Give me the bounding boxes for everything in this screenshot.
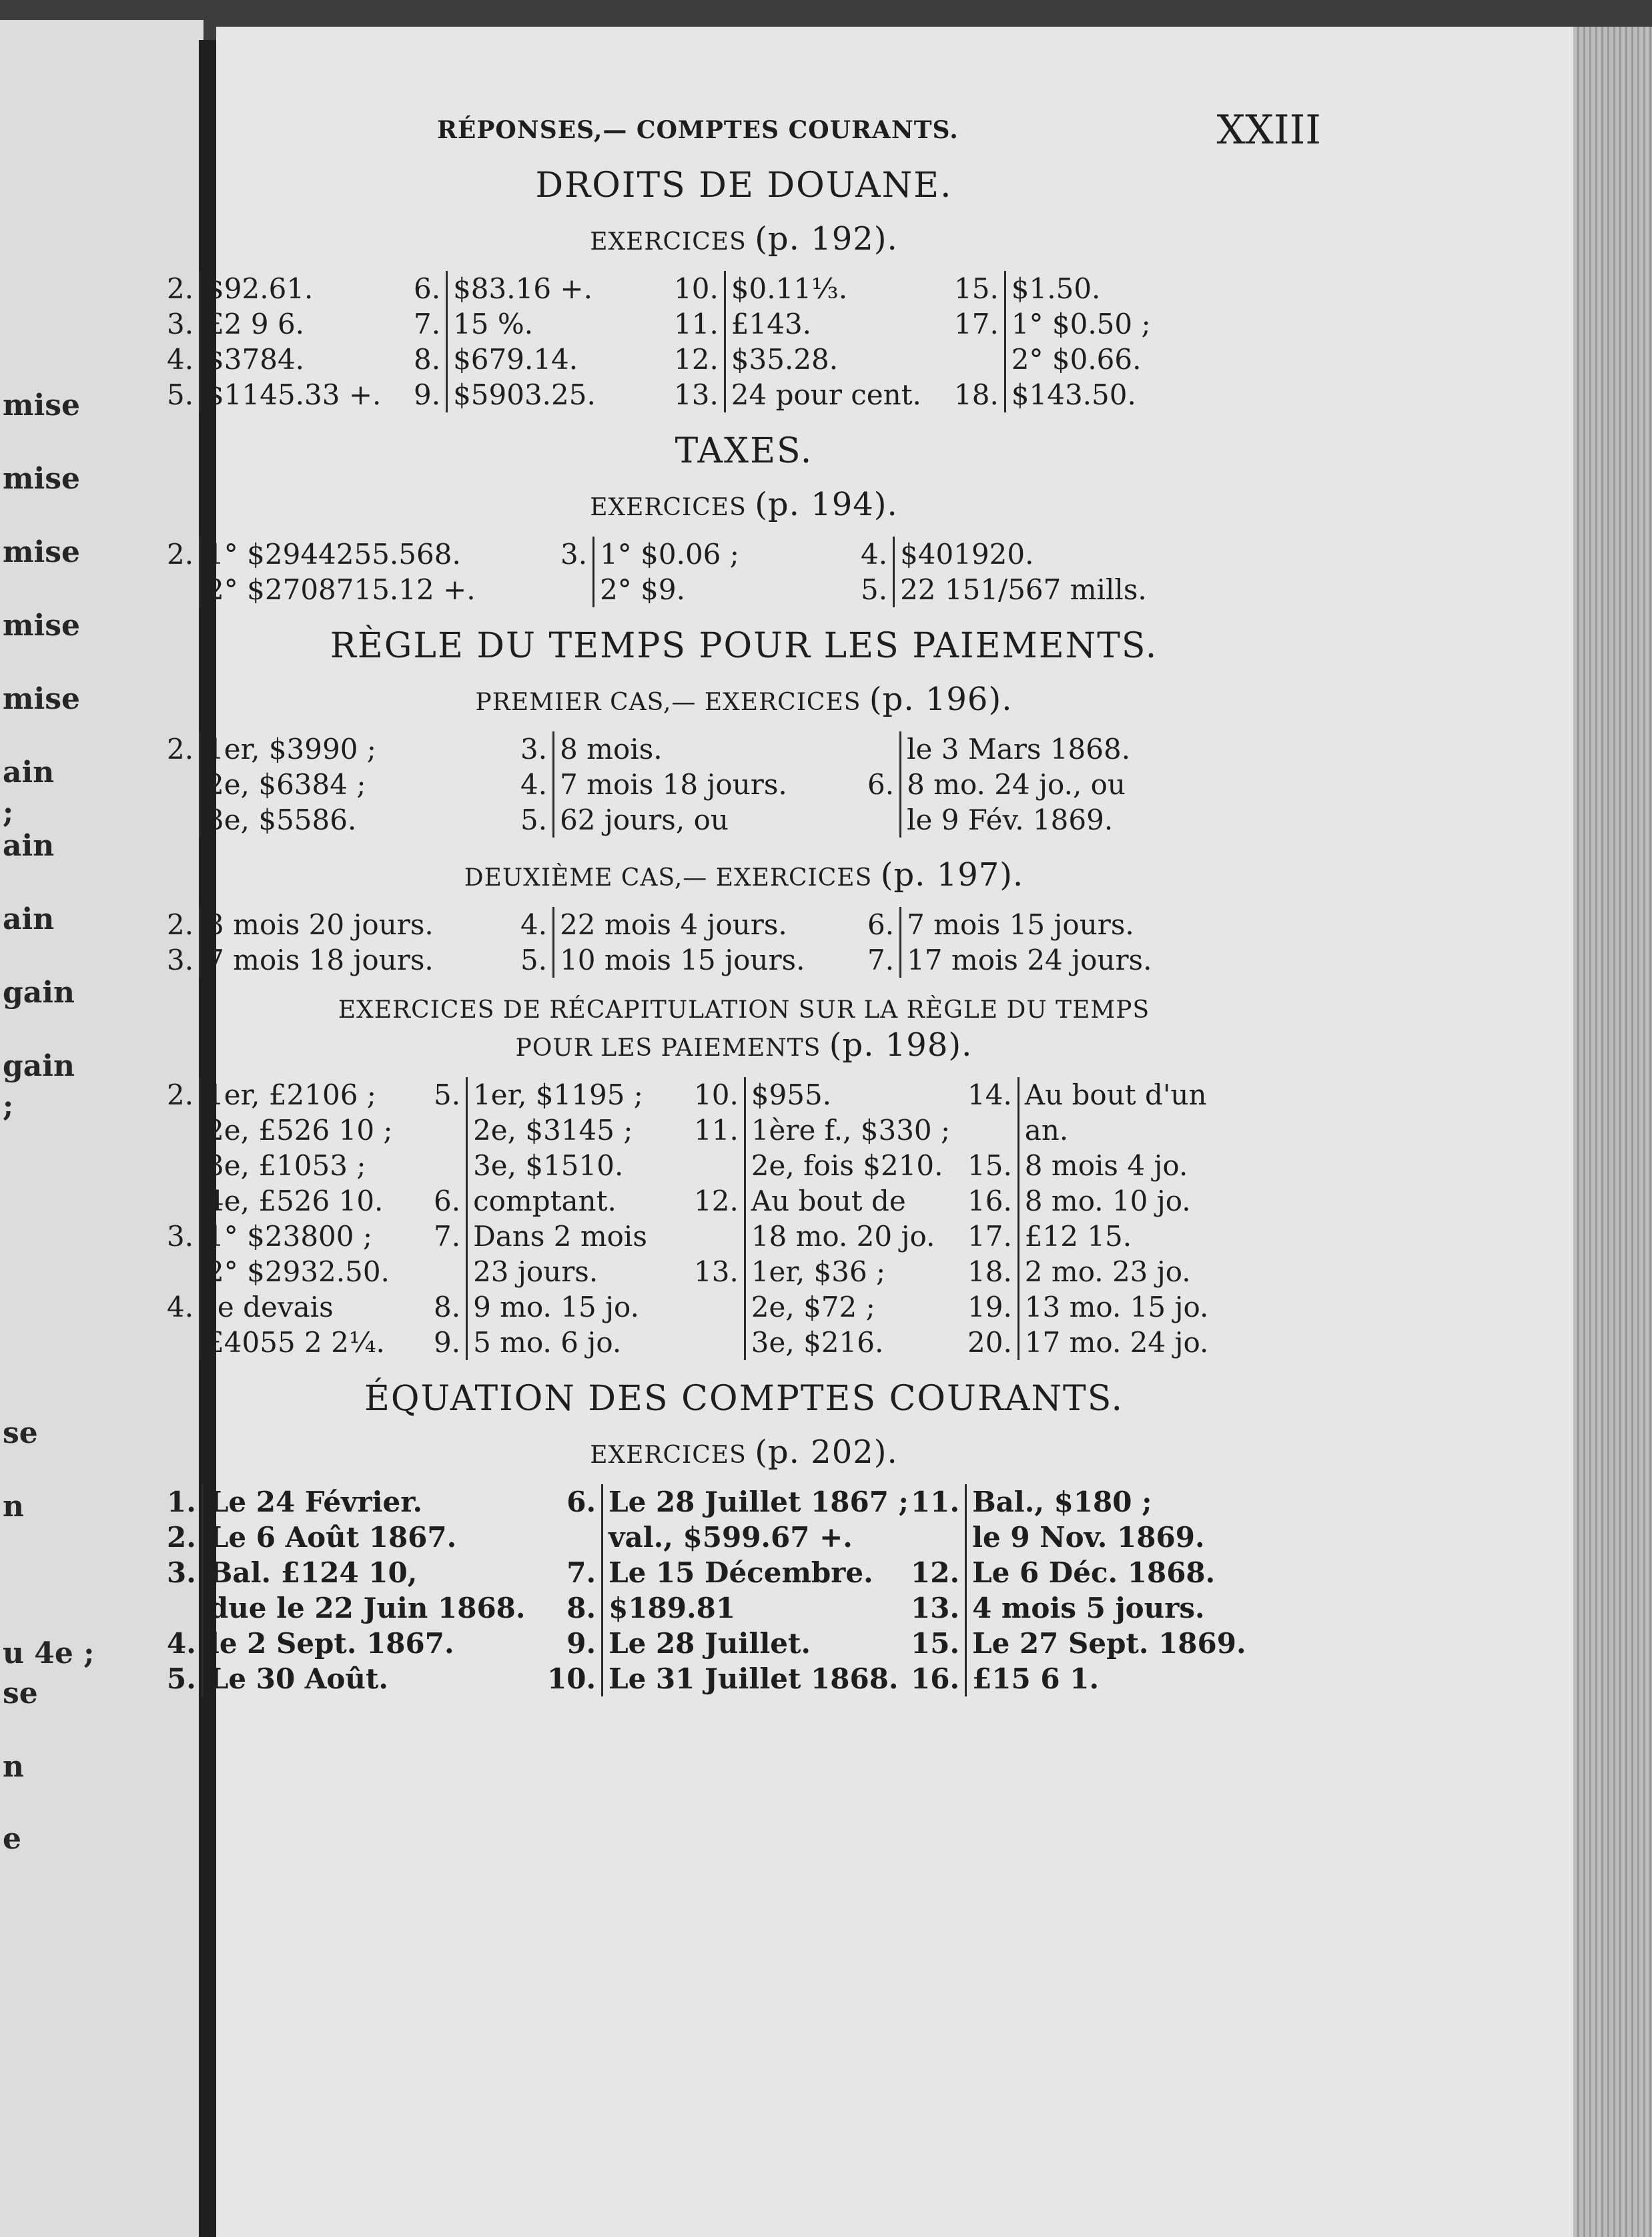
exercise-number: 7. (414, 308, 441, 340)
page-number: XXIII (1216, 107, 1321, 153)
exercise-number (694, 1325, 739, 1360)
exercise-number: 18. (954, 378, 999, 411)
exercise-number (167, 1183, 193, 1219)
answer-text: $92.61. (199, 271, 381, 306)
answer-text: 3e, £1053 ; (199, 1148, 392, 1183)
answer-column (520, 907, 867, 978)
exercise-number: 10. (694, 1078, 739, 1111)
left-fragment: u 4e ; (3, 1636, 95, 1670)
answer-column (167, 907, 520, 978)
page-ref: (p. 198). (829, 1026, 973, 1064)
exercise-number: 8. (414, 343, 441, 376)
answer-text: 23 jours. (466, 1254, 647, 1289)
answer-column (861, 537, 1181, 607)
answer-text: 24 pour cent. (724, 377, 921, 412)
answer-text: $83.16 +. (446, 271, 596, 306)
left-fragment: ain (3, 829, 55, 863)
exercise-number: 16. (911, 1662, 960, 1695)
answer-text: Bal. £124 10, (201, 1555, 526, 1590)
answer-text: 7 mois 15 jours. (899, 907, 1152, 942)
page-ref: (p. 192). (755, 220, 898, 258)
exercise-number: 8. (566, 1592, 596, 1624)
answer-text: 22 mois 4 jours. (552, 907, 805, 942)
answer-text: 2° $2708715.12 +. (199, 572, 476, 607)
answer-text: 8 mo. 24 jo., ou (899, 767, 1130, 802)
answer-text: comptant. (466, 1183, 647, 1219)
answer-column (674, 271, 954, 412)
answer-text: $1.50. (1004, 271, 1151, 306)
exercise-number: 13. (694, 1255, 739, 1288)
left-fragment: n (3, 1750, 24, 1784)
exercise-number: 14. (967, 1078, 1012, 1111)
exercise-number: 5. (167, 1662, 196, 1695)
answer-text: Dans 2 mois (466, 1219, 647, 1254)
page-ref: (p. 202). (755, 1433, 898, 1471)
exercices-label: EXERCICES (590, 494, 747, 521)
exercise-number (867, 802, 894, 838)
answer-text: le 9 Fév. 1869. (899, 802, 1130, 838)
answer-text: 1° $0.06 ; (592, 537, 739, 572)
answer-column (867, 907, 1188, 978)
answer-text: 15 %. (446, 306, 596, 342)
answer-text: 13 mo. 15 jo. (1017, 1289, 1209, 1325)
answer-text: 2e, $6384 ; (199, 767, 376, 802)
answer-column (911, 1484, 1246, 1696)
answer-text: 2 mo. 23 jo. (1017, 1254, 1209, 1289)
exercise-number: 9. (566, 1627, 596, 1660)
answer-text: 1° $2944255.568. (199, 537, 476, 572)
answer-text: 5 mo. 6 jo. (466, 1325, 647, 1360)
answer-text: val., $599.67 +. (601, 1520, 909, 1555)
left-fragment: mise (3, 682, 81, 716)
answer-text: 2° $9. (592, 572, 739, 607)
exercise-number: 17. (967, 1220, 1012, 1253)
answers-douane (167, 271, 1321, 412)
answer-column (520, 731, 867, 838)
answer-text: 2e, fois $210. (744, 1148, 950, 1183)
section-title-regle: RÈGLE DU TEMPS POUR LES PAIEMENTS. (330, 626, 1158, 666)
exercise-number: 4. (167, 1627, 196, 1660)
answer-text: £2 9 6. (199, 306, 381, 342)
answer-text: £12 15. (1017, 1219, 1209, 1254)
answer-text: le 2 Sept. 1867. (201, 1626, 526, 1661)
exercise-number: 3. (167, 1220, 194, 1253)
answer-text: Le 6 Déc. 1868. (965, 1555, 1246, 1590)
page-ref: (p. 196). (869, 681, 1013, 718)
exercise-number: 2. (167, 1521, 196, 1554)
answer-text: Le 15 Décembre. (601, 1555, 909, 1590)
exercise-number: 16. (967, 1185, 1012, 1217)
exercise-number: 17. (954, 308, 999, 340)
answer-text: Au bout d'un (1017, 1077, 1209, 1112)
exercise-number: 5. (520, 944, 548, 976)
exercise-number: 9. (414, 378, 441, 411)
answer-text: $35.28. (724, 342, 921, 377)
exercise-number (694, 1219, 739, 1254)
answer-text: 1° $23800 ; (199, 1219, 392, 1254)
exercise-number: 5. (167, 378, 194, 411)
answer-column (167, 731, 520, 838)
recap-heading (167, 996, 1321, 1024)
answer-text: 9 mo. 15 jo. (466, 1289, 647, 1325)
answer-text: 2e, £526 10 ; (199, 1112, 392, 1148)
answer-text: £4055 2 2¼. (199, 1325, 392, 1360)
answer-text: 3e, $1510. (466, 1148, 647, 1183)
answer-column (167, 1484, 547, 1696)
answer-text: 7 mois 18 jours. (552, 767, 787, 802)
page-ref: (p. 194). (755, 486, 898, 523)
exercise-number (434, 1112, 460, 1148)
exercise-number: 4. (520, 908, 548, 941)
answer-text: 17 mois 24 jours. (899, 942, 1152, 978)
answer-text: 3e, $216. (744, 1325, 950, 1360)
exercise-number: 12. (911, 1556, 960, 1589)
answer-text: 8 mois. (552, 731, 787, 767)
answers-taxes (167, 537, 1321, 607)
page-edge (1573, 27, 1652, 2237)
answer-text: $5903.25. (446, 377, 596, 412)
answer-column (967, 1077, 1234, 1360)
answer-text: 62 jours, ou (552, 802, 787, 838)
exercices-heading (167, 486, 1321, 523)
exercise-number: 8. (434, 1291, 461, 1323)
exercise-number: 2. (167, 538, 194, 571)
answer-text: 18 mo. 20 jo. (744, 1219, 950, 1254)
answer-text: 2e, $3145 ; (466, 1112, 647, 1148)
answer-text: Au bout de (744, 1183, 950, 1219)
exercices-label: EXERCICES (590, 228, 747, 256)
left-fragment: gain (3, 976, 75, 1010)
answer-column (547, 1484, 911, 1696)
left-fragment: e (3, 1822, 21, 1856)
exercise-number: 2. (167, 1078, 194, 1111)
answer-text: $189.81 (601, 1590, 909, 1626)
section-title-equation: ÉQUATION DES COMPTES COURANTS. (364, 1379, 1124, 1419)
answer-text: 3e, $5586. (199, 802, 376, 838)
page-content (167, 107, 1321, 1715)
exercise-number (434, 1148, 460, 1183)
exercise-number: 6. (414, 272, 441, 305)
exercise-number: 7. (566, 1556, 596, 1589)
answer-text: $401920. (893, 537, 1147, 572)
exercise-number: 1. (167, 1486, 196, 1518)
left-fragment: gain (3, 1049, 75, 1083)
exercise-number: 6. (434, 1185, 461, 1217)
exercise-number: 19. (967, 1291, 1012, 1323)
exercise-number: 10. (674, 272, 719, 305)
exercise-number: 6. (566, 1486, 596, 1518)
exercise-number (167, 1148, 193, 1183)
left-fragment: n (3, 1490, 24, 1524)
answer-text: $955. (744, 1077, 950, 1112)
answer-text: Le 28 Juillet. (601, 1626, 909, 1661)
answer-text: 1ère f., $330 ; (744, 1112, 950, 1148)
answer-column (694, 1077, 967, 1360)
exercise-number: 6. (867, 768, 895, 801)
exercise-number: 7. (434, 1220, 461, 1253)
answer-text: 17 mo. 24 jo. (1017, 1325, 1209, 1360)
exercise-number (694, 1148, 739, 1183)
answer-text: due le 22 Juin 1868. (201, 1590, 526, 1626)
running-title: RÉPONSES,— COMPTES COURANTS. (437, 116, 959, 144)
exercise-number: 15. (911, 1627, 960, 1660)
answer-column (167, 1077, 434, 1360)
exercise-number (560, 572, 587, 607)
answer-text: Le 27 Sept. 1869. (965, 1626, 1246, 1661)
left-fragment: ; (3, 795, 14, 830)
answer-text: Bal., $180 ; (965, 1484, 1246, 1520)
exercise-number (167, 572, 193, 607)
answers-equation (167, 1484, 1321, 1696)
answer-column (867, 731, 1188, 838)
answer-text: 2e, $72 ; (744, 1289, 950, 1325)
answer-text: £143. (724, 306, 921, 342)
exercise-number: 2. (167, 733, 194, 765)
exercise-number: 4. (167, 343, 194, 376)
exercices-heading (167, 220, 1321, 258)
answer-text: 7 mois 18 jours. (199, 942, 434, 978)
exercise-number (167, 802, 193, 838)
answer-column (167, 537, 560, 607)
exercices-heading (167, 1433, 1321, 1471)
exercise-number: 6. (867, 908, 895, 941)
exercise-number: 7. (867, 944, 895, 976)
answer-text: 10 mois 15 jours. (552, 942, 805, 978)
answer-text: Le 28 Juillet 1867 ; (601, 1484, 909, 1520)
answer-text: le 9 Nov. 1869. (965, 1520, 1246, 1555)
left-fragment: mise (3, 388, 81, 422)
answer-text: 1° $0.50 ; (1004, 306, 1151, 342)
deuxieme-cas-label: DEUXIÈME CAS,— EXERCICES (464, 864, 873, 892)
exercise-number (167, 1112, 193, 1148)
exercise-number (434, 1254, 460, 1289)
answer-text: $143.50. (1004, 377, 1151, 412)
answer-text: Je devais (199, 1289, 392, 1325)
answer-column (434, 1077, 694, 1360)
exercise-number: 13. (674, 378, 719, 411)
left-fragment: se (3, 1416, 38, 1450)
answer-text: 1er, $36 ; (744, 1254, 950, 1289)
exercise-number: 3. (167, 1556, 196, 1589)
left-fragment: mise (3, 609, 81, 643)
section-title-douane: DROITS DE DOUANE. (535, 166, 953, 206)
exercise-number (911, 1520, 959, 1555)
answer-text: £15 6 1. (965, 1661, 1246, 1696)
answer-text: 8 mois 4 jo. (1017, 1148, 1209, 1183)
exercise-number (167, 767, 193, 802)
exercise-number: 12. (674, 343, 719, 376)
left-fragment: ; (3, 1089, 14, 1123)
answer-text: 8 mo. 10 jo. (1017, 1183, 1209, 1219)
answer-text: 1er, $1195 ; (466, 1077, 647, 1112)
exercise-number: 10. (547, 1662, 596, 1695)
exercise-number (167, 1590, 196, 1626)
exercise-number: 9. (434, 1326, 461, 1359)
exercise-number: 15. (967, 1149, 1012, 1182)
answer-column (560, 537, 861, 607)
exercise-number: 2. (167, 272, 194, 305)
answer-text: Le 30 Août. (201, 1661, 526, 1696)
exercise-number: 4. (861, 538, 888, 571)
answer-text: $3784. (199, 342, 381, 377)
exercise-number: 3. (560, 538, 588, 571)
exercise-number: 3. (167, 944, 194, 976)
answer-text: 2° $2932.50. (199, 1254, 392, 1289)
answer-text: Le 24 Février. (201, 1484, 526, 1520)
answer-column (167, 271, 414, 412)
answer-text: 22 151/567 mills. (893, 572, 1147, 607)
page-ref: (p. 197). (880, 856, 1024, 894)
deuxieme-cas-heading (167, 856, 1321, 894)
exercise-number: 5. (520, 804, 548, 836)
exercise-number: 5. (861, 573, 888, 606)
left-fragment: mise (3, 462, 81, 496)
answers-recapitulation (167, 1077, 1321, 1360)
answer-text: 3 mois 20 jours. (199, 907, 434, 942)
answer-text: 1er, £2106 ; (199, 1077, 392, 1112)
exercise-number: 3. (520, 733, 548, 765)
recap-heading-2 (167, 1026, 1321, 1064)
exercise-number: 12. (694, 1185, 739, 1217)
exercise-number: 20. (967, 1326, 1012, 1359)
exercise-number: 11. (674, 308, 719, 340)
recap-label-line2: POUR LES PAIEMENTS (515, 1034, 821, 1062)
answers-premier-cas (167, 731, 1321, 838)
exercise-number (167, 1325, 193, 1360)
answer-text: $0.11⅓. (724, 271, 921, 306)
exercise-number: 11. (694, 1114, 739, 1147)
exercise-number: 4. (167, 1291, 194, 1323)
running-head (167, 107, 1321, 160)
left-fragment: mise (3, 535, 81, 569)
exercise-number: 18. (967, 1255, 1012, 1288)
exercise-number (694, 1289, 739, 1325)
answer-text: 4 mois 5 jours. (965, 1590, 1246, 1626)
exercise-number: 2. (167, 908, 194, 941)
left-fragment: se (3, 1676, 38, 1710)
answer-text: 4e, £526 10. (199, 1183, 392, 1219)
premier-cas-label: PREMIER CAS,— EXERCICES (475, 689, 861, 716)
answer-text: Le 31 Juillet 1868. (601, 1661, 909, 1696)
exercise-number (547, 1520, 596, 1555)
exercise-number: 11. (911, 1486, 960, 1518)
answer-text: an. (1017, 1112, 1209, 1148)
answers-deuxieme-cas (167, 907, 1321, 978)
answer-text: le 3 Mars 1868. (899, 731, 1130, 767)
answer-text: $679.14. (446, 342, 596, 377)
left-fragment: ain (3, 902, 55, 936)
answer-text: $1145.33 +. (199, 377, 381, 412)
answer-text: Le 6 Août 1867. (201, 1520, 526, 1555)
answer-text: 2° $0.66. (1004, 342, 1151, 377)
left-fragment: ain (3, 755, 55, 789)
exercise-number: 13. (911, 1592, 960, 1624)
exercices-label: EXERCICES (590, 1442, 747, 1469)
exercise-number (954, 342, 999, 377)
exercise-number (867, 731, 894, 767)
exercise-number: 4. (520, 768, 548, 801)
recap-label-line1: EXERCICES DE RÉCAPITULATION SUR LA RÈGLE DU TEMPS (338, 996, 1150, 1024)
answer-text: 1er, $3990 ; (199, 731, 376, 767)
premier-cas-heading (167, 681, 1321, 718)
answer-column (414, 271, 674, 412)
exercise-number: 15. (954, 272, 999, 305)
exercise-number (167, 1254, 193, 1289)
section-title-taxes: TAXES. (675, 431, 813, 471)
exercise-number: 3. (167, 308, 194, 340)
exercise-number (967, 1112, 1012, 1148)
answer-column (954, 271, 1188, 412)
exercise-number: 5. (434, 1078, 461, 1111)
